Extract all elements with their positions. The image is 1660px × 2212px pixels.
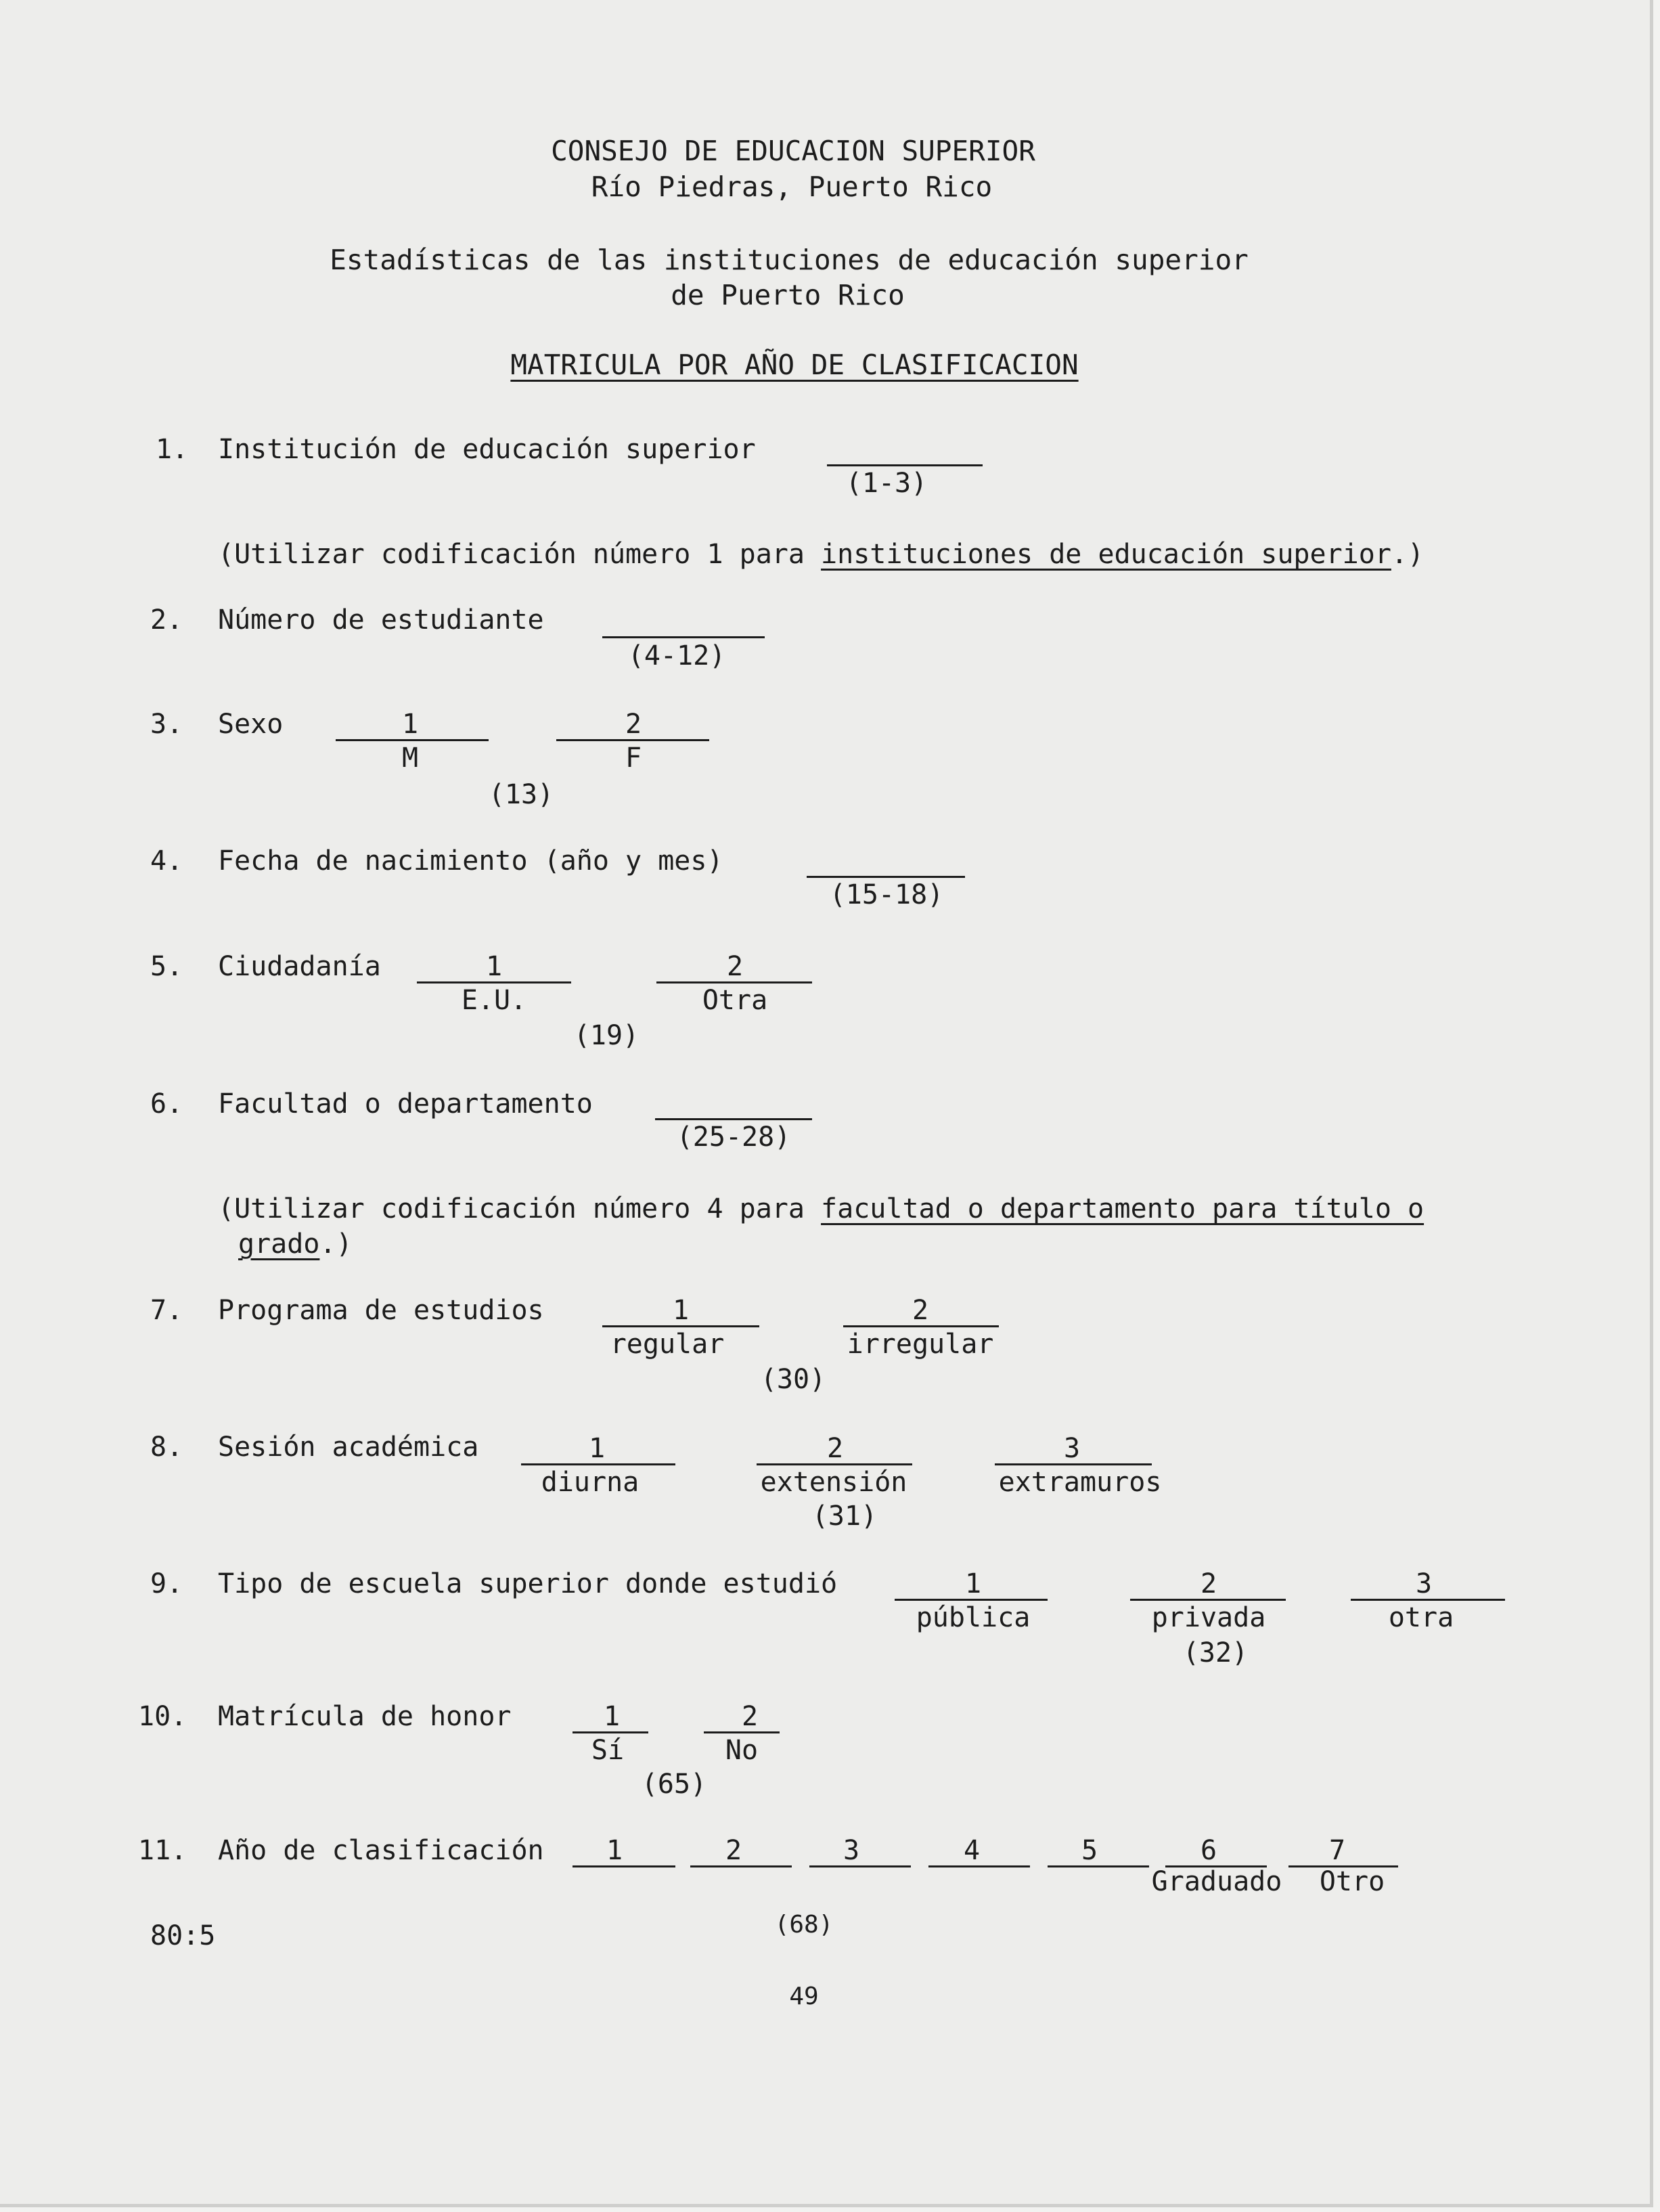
page-number: 49 [789, 1983, 819, 2010]
item-11-option-5-value: 5 [1081, 1835, 1098, 1866]
item-8-option-1-line[interactable] [521, 1463, 675, 1465]
item-10-option-1-line[interactable] [573, 1731, 648, 1733]
item-9-option-1-label: pública [916, 1602, 1031, 1633]
item-2-answer-line[interactable] [602, 636, 765, 638]
item-4-answer-line[interactable] [807, 876, 965, 878]
item-10-option-2-line[interactable] [704, 1731, 780, 1733]
item-9-option-1-line[interactable] [895, 1599, 1048, 1601]
item-10-option-2-label: No [725, 1735, 759, 1766]
item-10-code: (65) [641, 1769, 707, 1800]
item-9-option-3-label: otra [1388, 1602, 1454, 1633]
item-11-option-6-label: Graduado [1151, 1866, 1282, 1897]
item-11-number: 11. [138, 1835, 187, 1866]
item-5-option-1-label: E.U. [461, 985, 527, 1016]
item-11-label: Año de clasificación [218, 1835, 544, 1866]
item-5-code: (19) [573, 1020, 640, 1051]
item-3-code: (13) [488, 779, 554, 810]
item-4-code: (15-18) [829, 879, 944, 910]
header-council: CONSEJO DE EDUCACION SUPERIOR [551, 135, 1035, 167]
item-9-code: (32) [1182, 1637, 1249, 1668]
item-6-note: (Utilizar codificación número 4 para facultad o departamento para título o [218, 1193, 1425, 1224]
item-7-number: 7. [150, 1295, 183, 1326]
item-5-option-2-value: 2 [726, 951, 744, 982]
item-3-option-1-value: 1 [401, 709, 419, 740]
item-9-option-3-line[interactable] [1351, 1599, 1505, 1601]
item-3-option-2-label: F [625, 743, 642, 774]
item-6-answer-line[interactable] [655, 1118, 812, 1120]
item-8-option-1-value: 1 [588, 1433, 606, 1464]
item-10-label: Matrícula de honor [218, 1701, 512, 1732]
item-5-option-2-line[interactable] [656, 981, 812, 983]
item-3-option-1-line[interactable] [336, 739, 489, 741]
item-5-option-1-value: 1 [485, 951, 503, 982]
item-7-option-2-value: 2 [912, 1295, 929, 1326]
item-3-label: Sexo [218, 709, 284, 740]
item-2-number: 2. [150, 604, 183, 636]
item-2-code: (4-12) [627, 640, 726, 671]
item-9-number: 9. [150, 1568, 183, 1599]
item-4-label: Fecha de nacimiento (año y mes) [218, 845, 723, 877]
item-6-number: 6. [150, 1088, 183, 1120]
item-7-code: (30) [760, 1364, 826, 1395]
item-10-number: 10. [138, 1701, 187, 1732]
item-11-option-3-line[interactable] [809, 1865, 911, 1867]
item-1-label: Institución de educación superior [218, 434, 756, 465]
document-title: MATRICULA POR AÑO DE CLASIFICACION [510, 349, 1079, 381]
item-10-option-1-label: Sí [591, 1735, 625, 1766]
item-8-option-1-label: diurna [541, 1467, 640, 1498]
item-5-number: 5. [150, 951, 183, 982]
item-8-number: 8. [150, 1432, 183, 1463]
item-7-option-1-label: regular [610, 1329, 725, 1360]
item-7-option-2-label: irregular [847, 1329, 994, 1360]
item-1-code: (1-3) [845, 468, 928, 499]
item-8-option-3-value: 3 [1063, 1433, 1081, 1464]
item-1-note: (Utilizar codificación número 1 para instituciones de educación superior.) [218, 539, 1425, 570]
item-8-option-2-label: extensión [760, 1467, 907, 1498]
item-11-option-4-line[interactable] [928, 1865, 1030, 1867]
item-6-code: (25-28) [676, 1122, 791, 1153]
item-11-option-1-line[interactable] [573, 1865, 675, 1867]
item-11-option-7-value: 7 [1328, 1835, 1346, 1866]
item-8-option-2-line[interactable] [757, 1463, 912, 1465]
item-5-option-1-line[interactable] [417, 981, 571, 983]
item-7-option-1-value: 1 [672, 1295, 690, 1326]
item-11-option-5-line[interactable] [1048, 1865, 1149, 1867]
item-8-option-3-line[interactable] [995, 1463, 1152, 1465]
item-11-option-2-value: 2 [725, 1835, 742, 1866]
item-9-label: Tipo de escuela superior donde estudió [218, 1568, 838, 1599]
item-10-option-2-value: 2 [741, 1701, 759, 1732]
form-code: 80:5 [150, 1920, 216, 1951]
item-2-label: Número de estudiante [218, 604, 544, 636]
header-location: Río Piedras, Puerto Rico [591, 171, 993, 203]
item-9-option-2-value: 2 [1200, 1568, 1217, 1599]
item-8-option-3-label: extramuros [998, 1467, 1162, 1498]
item-4-number: 4. [150, 845, 183, 877]
item-1-number: 1. [156, 434, 189, 465]
item-7-option-2-line[interactable] [843, 1325, 999, 1327]
item-9-option-1-value: 1 [964, 1568, 982, 1599]
item-6-note-continued: grado.) [238, 1229, 353, 1260]
header-subtitle: Estadísticas de las instituciones de educación superior [330, 244, 1249, 276]
item-5-label: Ciudadanía [218, 951, 381, 982]
item-3-option-1-label: M [401, 743, 419, 774]
item-9-option-2-label: privada [1151, 1602, 1266, 1633]
item-9-option-3-value: 3 [1415, 1568, 1433, 1599]
item-11-option-3-value: 3 [843, 1835, 860, 1866]
item-11-code: (68) [774, 1911, 834, 1939]
item-6-label: Facultad o departamento [218, 1088, 593, 1120]
item-7-option-1-line[interactable] [602, 1325, 759, 1327]
item-3-option-2-line[interactable] [556, 739, 709, 741]
item-7-label: Programa de estudios [218, 1295, 544, 1326]
item-11-option-2-line[interactable] [690, 1865, 792, 1867]
item-8-code: (31) [811, 1501, 878, 1532]
item-3-option-2-value: 2 [625, 709, 642, 740]
item-1-answer-line[interactable] [827, 464, 983, 466]
item-11-option-6-value: 6 [1200, 1835, 1217, 1866]
item-3-number: 3. [150, 709, 183, 740]
item-5-option-2-label: Otra [702, 985, 768, 1016]
item-11-option-7-label: Otro [1319, 1866, 1385, 1897]
item-11-option-1-value: 1 [606, 1835, 623, 1866]
item-8-label: Sesión académica [218, 1432, 479, 1463]
header-subtitle-2: de Puerto Rico [671, 279, 905, 311]
item-10-option-1-value: 1 [603, 1701, 621, 1732]
item-11-option-4-value: 4 [963, 1835, 981, 1866]
item-8-option-2-value: 2 [826, 1433, 844, 1464]
item-9-option-2-line[interactable] [1130, 1599, 1286, 1601]
